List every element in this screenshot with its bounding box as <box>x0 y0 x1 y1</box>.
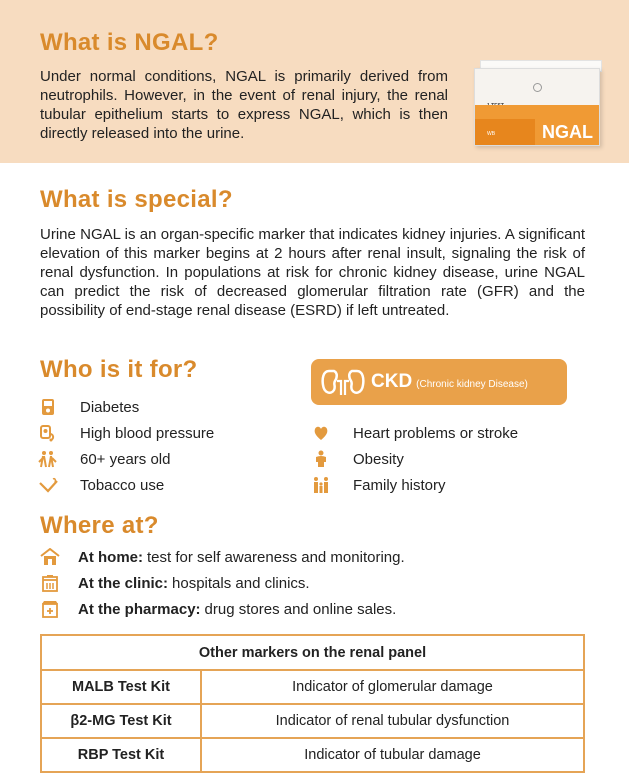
pharmacy-icon <box>40 600 60 618</box>
where-place: At the pharmacy: <box>78 600 201 618</box>
kit-name: RBP Test Kit <box>41 738 201 772</box>
table-header-row <box>41 635 584 670</box>
ngal-product-box <box>474 60 602 146</box>
risk-label: Tobacco use <box>80 476 165 494</box>
who-title: Who is it for? <box>40 356 198 383</box>
risk-label: Diabetes <box>80 398 140 416</box>
person-icon <box>311 450 331 468</box>
blood-pressure-icon <box>38 424 58 442</box>
cigarette-icon <box>38 476 58 494</box>
ngal-description: Under normal conditions, NGAL is primarily derived from neutrophils. However, in the event of renal injury, the renal tubular epithelium starts to express NGAL, which is then directly released into the urine. <box>40 68 448 142</box>
risk-label: 60+ years old <box>80 450 171 468</box>
where-place: At the clinic: <box>78 574 169 592</box>
kit-name: MALB Test Kit <box>41 670 201 704</box>
risk-item-blood-pressure <box>38 424 214 442</box>
renal-markers-table <box>40 634 585 773</box>
where-item-pharmacy <box>40 600 396 618</box>
where-desc: drug stores and online sales. <box>204 600 397 618</box>
where-place: At home: <box>78 548 143 566</box>
brand-logo-icon <box>533 83 542 92</box>
special-description: Urine NGAL is an organ-specific marker that indicates kidney injuries. A significant elevation of this marker begins at 2 hours after renal insult, signaling the risk of renal dysfunction. In populations at risk for chronic kidney disease, urine NGAL can predict the risk of decreased glomerular filtration rate (GFR) and the possibility of end-stage renal disease (ESRD) if left untreated. <box>40 226 585 319</box>
ckd-abbr: CKD <box>371 371 413 392</box>
where-title: Where at? <box>40 512 159 539</box>
home-icon <box>40 548 60 566</box>
ckd-badge <box>311 359 567 405</box>
where-item-home <box>40 548 405 566</box>
table-row <box>41 670 584 704</box>
box-band-accent <box>475 119 535 145</box>
box-band-text: WB <box>487 131 496 137</box>
kit-name: β2-MG Test Kit <box>41 704 201 738</box>
risk-item-diabetes <box>38 398 139 416</box>
heart-icon <box>311 424 331 442</box>
risk-label: Family history <box>353 476 446 494</box>
risk-item-obesity <box>311 450 404 468</box>
table-header: Other markers on the renal panel <box>41 635 584 670</box>
kit-indicator: Indicator of glomerular damage <box>201 670 584 704</box>
table-row <box>41 738 584 772</box>
kidney-icon <box>321 365 365 399</box>
risk-item-heart <box>311 424 518 442</box>
box-face <box>474 68 600 146</box>
table-row <box>41 704 584 738</box>
where-desc: test for self awareness and monitoring. <box>147 548 405 566</box>
box-label: NGAL <box>542 122 593 142</box>
ngal-title: What is NGAL? <box>40 29 219 56</box>
ckd-full: (Chronic kidney Disease) <box>416 378 528 390</box>
risk-label: Obesity <box>353 450 404 468</box>
kit-indicator: Indicator of renal tubular dysfunction <box>201 704 584 738</box>
risk-label: High blood pressure <box>80 424 215 442</box>
clinic-icon <box>40 574 60 592</box>
where-desc: hospitals and clinics. <box>172 574 310 592</box>
risk-label: Heart problems or stroke <box>353 424 519 442</box>
special-title: What is special? <box>40 186 233 213</box>
risk-item-tobacco <box>38 476 164 494</box>
glucose-meter-icon <box>38 398 58 416</box>
family-icon <box>311 476 331 494</box>
risk-item-family <box>311 476 446 494</box>
elderly-icon <box>38 450 58 468</box>
box-orange-band <box>475 105 599 145</box>
where-item-clinic <box>40 574 310 592</box>
kit-indicator: Indicator of tubular damage <box>201 738 584 772</box>
risk-item-age <box>38 450 170 468</box>
